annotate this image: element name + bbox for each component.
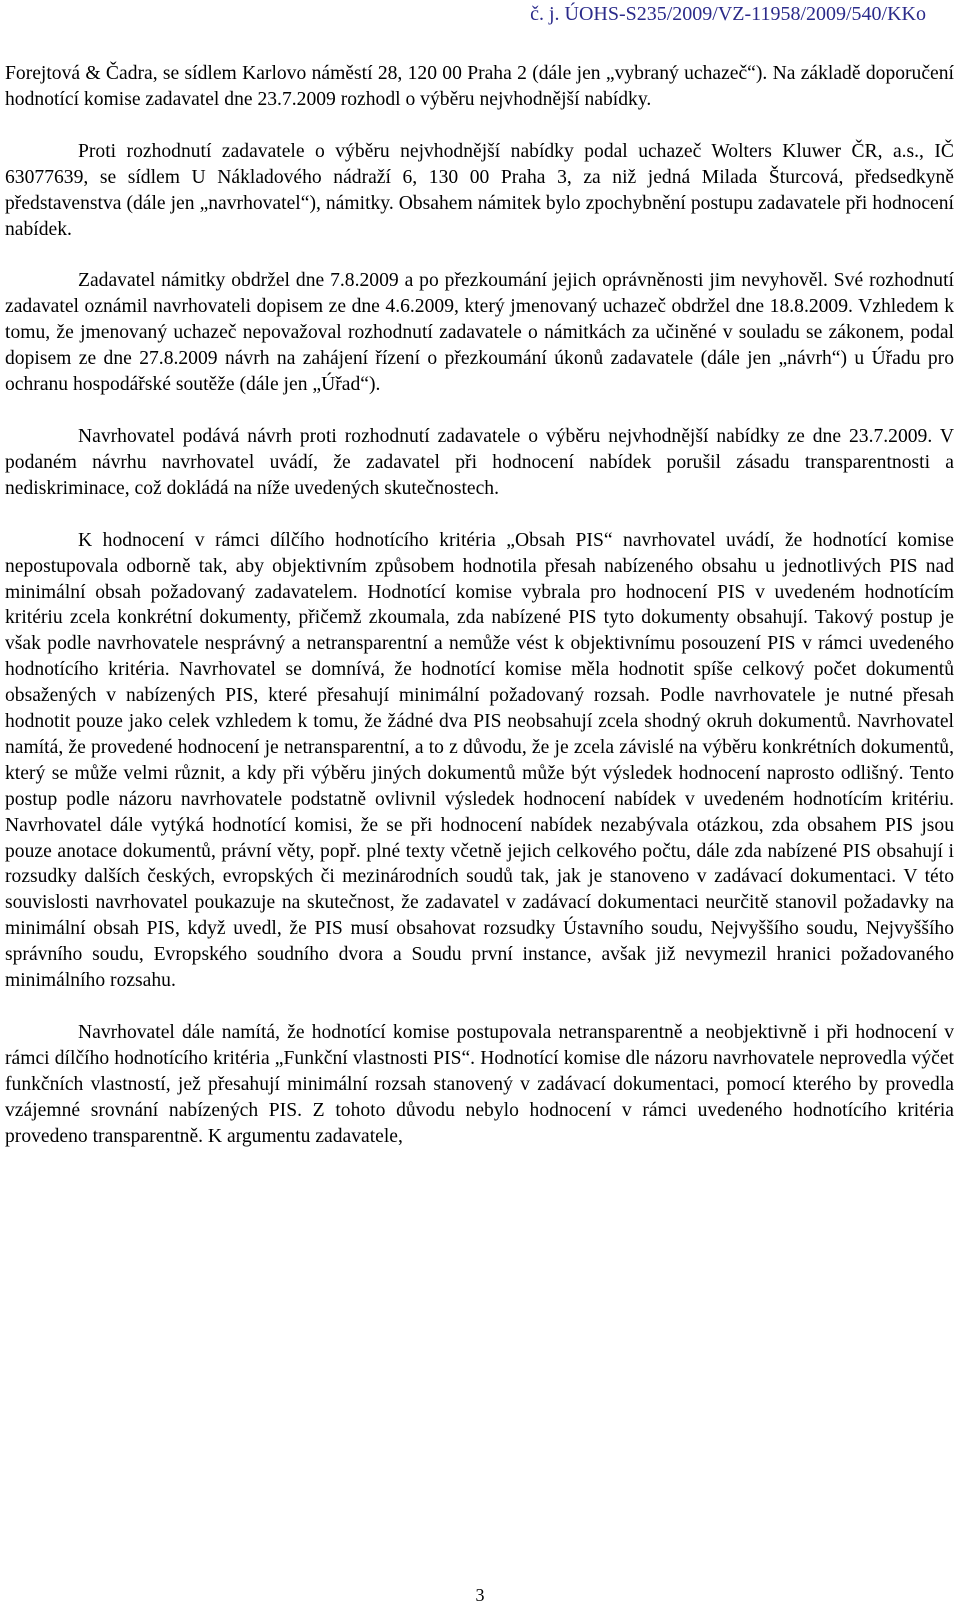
document-body: [5, 61, 954, 1176]
paragraph-3: Zadavatel námitky obdržel dne 7.8.2009 a po přezkoumání jejich oprávněnosti jim nevyhověl. Své rozhodnutí zadavatel oznámil navrhovateli dopisem ze dne 4.6.2009, který jmenovaný uchazeč obdržel dne 18.8.2009. Vzhledem k tomu, že jmenovaný uchazeč nepovažoval rozhodnutí zadavatele o námitkách za učiněné v souladu se zákonem, podal dopisem ze dne 27.8.2009 návrh na zahájení řízení o přezkoumání úkonů zadavatele (dále jen „návrh“) u Úřadu pro ochranu hospodářské soutěže (dále jen „Úřad“).: [5, 270, 954, 396]
case-reference-header: č. j. ÚOHS-S235/2009/VZ-11958/2009/540/KKo: [530, 3, 926, 25]
paragraph-6: Navrhovatel dále namítá, že hodnotící komise postupovala netransparentně a neobjektivně i při hodnocení v rámci dílčího hodnotícího kritéria „Funkční vlastnosti PIS“. Hodnotící komise dle názoru navrhovatele neprovedla výčet funkčních vlastností, jež přesahují minimální rozsah stanovený v zadávací dokumentaci, pomocí kterého by provedla vzájemné srovnání nabízených PIS. Z tohoto důvodu nebylo hodnocení v rámci uvedeného hodnotícího kritéria provedeno transparentně. K argumentu zadavatele,: [5, 1022, 954, 1147]
paragraph-4: Navrhovatel podává návrh proti rozhodnutí zadavatele o výběru nejvhodnější nabídky ze dne 23.7.2009. V podaném návrhu navrhovatel uvádí, že zadavatel při hodnocení nabídek porušil zásadu transparentnosti a nediskriminace, což dokládá na níže uvedených skutečnostech.: [5, 425, 954, 499]
paragraph-1: Forejtová & Čadra, se sídlem Karlovo náměstí 28, 120 00 Praha 2 (dále jen „vybraný uchazeč“). Na základě doporučení hodnotící komise zadavatel dne 23.7.2009 rozhodl o výběru nejvhodnější nabídky.: [5, 63, 954, 110]
page-number: 3: [475, 1585, 485, 1605]
paragraph-5: K hodnocení v rámci dílčího hodnotícího kritéria „Obsah PIS“ navrhovatel uvádí, že hodnotící komise nepostupovala odborně tak, aby objektivním způsobem hodnotila přesah nabízeného obsahu u jednotlivých PIS nad minimální obsah požadovaný zadavatelem. Hodnotící komise vybrala pro hodnocení PIS v uvedeném hodnotícím kritériu zcela konkrétní dokumenty, přičemž zkoumala, zda nabízené PIS tyto dokumenty obsahují. Takový postup je však podle navrhovatele nesprávný a netransparentní a nemůže vést k objektivnímu posouzení PIS v rámci uvedeného hodnotícího kritéria. Navrhovatel se domnívá, že hodnotící komise měla hodnotit spíše celkový počet dokumentů obsažených v nabízených PIS, které přesahují minimální požadovaný rozsah. Podle navrhovatele je nutné přesah hodnotit pouze jako celek vzhledem k tomu, že žádné dva PIS neobsahují zcela shodný okruh dokumentů. Navrhovatel namítá, že provedené hodnocení je netransparentní, a to z důvodu, že je zcela závislé na výběru konkrétních dokumentů, který se může velmi různit, a kdy při výběru jiných dokumentů může být výsledek hodnocení naprosto odlišný. Tento postup podle názoru navrhovatele podstatně ovlivnil výsledek hodnocení nabídek v uvedeném hodnotícím kritériu. Navrhovatel dále vytýká hodnotící komisi, že se při hodnocení nabídek nezabývala otázkou, zda obsahem PIS jsou pouze anotace dokumentů, právní věty, popř. plné texty včetně jejich celkového počtu, dále zda nabízené PIS obsahují i rozsudky dalších českých, evropských či mezinárodních soudů tak, jak je stanoveno v zadávací dokumentaci. V této souvislosti navrhovatel poukazuje na skutečnost, že zadavatel v zadávací dokumentaci neurčitě stanovil požadavky na minimální obsah PIS, když uvedl, že PIS musí obsahovat rozsudky Ústavního soudu, Nejvyššího soudu, Nejvyššího správního soudu, Evropského soudního dvora a Soudu první instance, avšak již nevymezil hranici požadovaného minimálního rozsahu.: [5, 529, 954, 992]
paragraph-2: Proti rozhodnutí zadavatele o výběru nejvhodnější nabídky podal uchazeč Wolters Kluwer ČR, a.s., IČ 63077639, se sídlem U Nákladového nádraží 6, 130 00 Praha 3, za niž jedná Milada Šturcová, předsedkyně představenstva (dále jen „navrhovatel“), námitky. Obsahem námitek bylo zpochybnění postupu zadavatele při hodnocení nabídek.: [5, 140, 954, 240]
